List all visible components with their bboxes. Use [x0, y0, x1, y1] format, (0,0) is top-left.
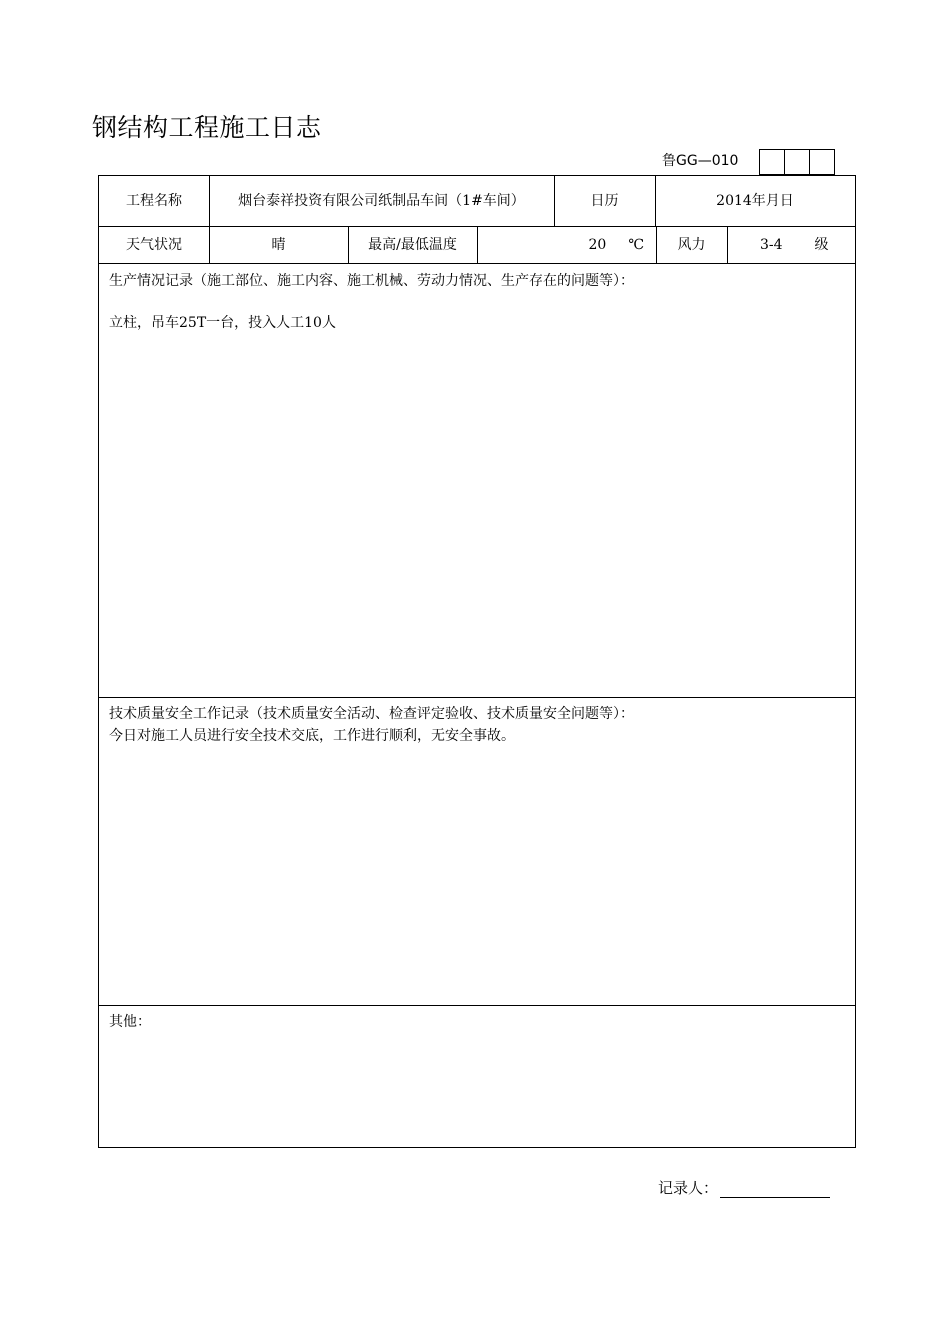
form-code-boxes [760, 149, 835, 175]
construction-log-form [98, 175, 856, 1148]
weather-row [99, 226, 855, 264]
weather-label: 天气状况 [99, 226, 210, 263]
recorder-signature [658, 1177, 830, 1198]
code-box[interactable] [759, 149, 785, 175]
project-row [99, 176, 855, 227]
production-record-section[interactable] [99, 264, 855, 698]
date-value[interactable]: 2014年月日 [716, 193, 794, 209]
weather-value[interactable]: 晴 [209, 226, 349, 263]
project-name-label: 工程名称 [99, 176, 210, 226]
wind-unit: 级 [814, 236, 829, 253]
page-title: 钢结构工程施工日志 [92, 113, 322, 142]
wind-value-cell[interactable] [727, 226, 855, 263]
quality-safety-content: 今日对施工人员进行安全技术交底，工作进行顺利，无安全事故。 [109, 728, 515, 744]
date-label: 日历 [554, 176, 656, 226]
quality-safety-record-section[interactable] [99, 697, 855, 1006]
quality-safety-heading: 技术质量安全工作记录（技术质量安全活动、检查评定验收、技术质量安全问题等）： [109, 706, 634, 722]
temperature-value-cell[interactable] [477, 226, 657, 263]
temperature-unit: ℃ [628, 236, 644, 253]
production-record-content: 立柱，吊车25T一台，投入人工10人 [109, 315, 336, 331]
wind-label: 风力 [656, 226, 728, 263]
code-box[interactable] [809, 149, 835, 175]
code-box[interactable] [784, 149, 810, 175]
project-name-value[interactable]: 烟台泰祥投资有限公司纸制品车间（1#车间） [209, 176, 555, 226]
other-heading: 其他： [109, 1014, 151, 1030]
wind-value: 3-4 [760, 236, 783, 253]
temperature-label: 最高/最低温度 [348, 226, 478, 263]
recorder-label: 记录人： [658, 1179, 719, 1197]
recorder-signature-line[interactable] [720, 1179, 830, 1198]
temperature-value: 20 [588, 236, 607, 253]
other-section[interactable] [99, 1005, 855, 1147]
production-record-heading: 生产情况记录（施工部位、施工内容、施工机械、劳动力情况、生产存在的问题等）： [109, 273, 634, 289]
form-code: 鲁GG—010 [662, 153, 739, 169]
